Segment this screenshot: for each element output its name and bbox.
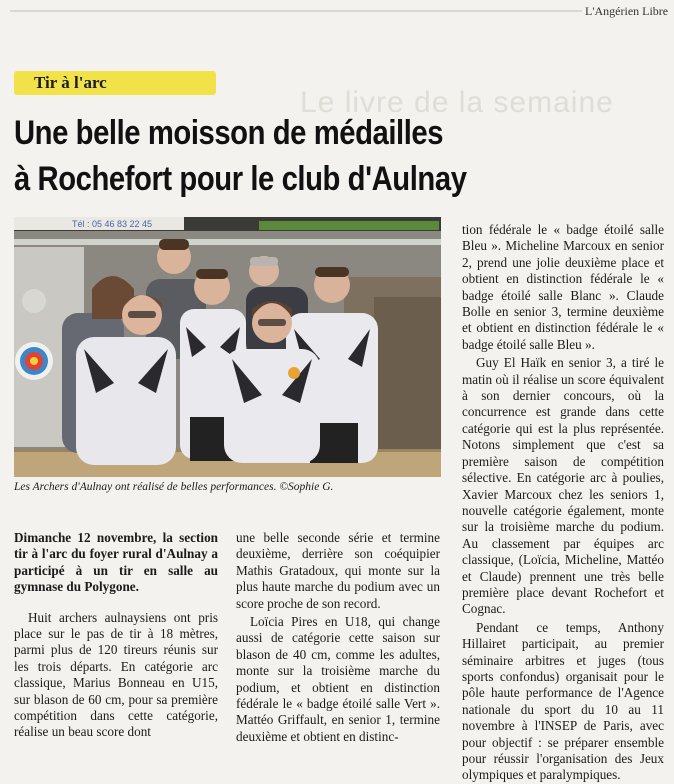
team-photo-drawing	[14, 217, 441, 477]
article-column-3	[462, 222, 664, 784]
headline-line-2: à Rochefort pour le club d'Aulnay	[14, 160, 467, 198]
article-column-2	[236, 530, 440, 745]
paragraph: Guy El Haïk en senior 3, a tiré le matin où il réalise un score équivalent à son dernier concours, où la concurrence est grande dans cette catégorie qui est la plus représentée. Notons simplement que c'est sa première saison de compétition sélective. En catégorie arc à poulies, Xavier Marcoux chez les seniors 1, nouvelle catégorie également, monte sur la troisième marche du podium. Au classement par équipes arc classique, (Loïcia, Micheline, Mattéo et Claude) prennent une très belle première place devant Rochefort et Cognac.	[462, 355, 664, 617]
headline-line-1: Une belle moisson de médailles	[14, 114, 444, 152]
top-rule	[10, 10, 582, 12]
paragraph: une belle seconde série et termine deuxième, derrière son coéquipier Mathis Gratadoux, qui monte sur la plus haute marche du podium avec un score proche de son record.	[236, 530, 440, 611]
paragraph: tion fédérale le « badge étoilé salle Bleu ». Micheline Marcoux en senior 2, prend une jolie deuxième place et obtient en distinction fédérale le « badge étoilé salle Blanc ». Claude Bolle en senior 3, termine deuxième et obtient en distinction fédérale le « badge étoilé salle Bleu ».	[462, 222, 664, 352]
team-photo	[14, 217, 441, 477]
photo-caption: Les Archers d'Aulnay ont réalisé de belles performances. ©Sophie G.	[14, 481, 334, 493]
banner-phone: Tél : 05 46 83 22 45	[72, 219, 153, 229]
article-column-1	[14, 530, 218, 741]
newspaper-name: L'Angérien Libre	[585, 4, 669, 18]
rubric-tag	[14, 71, 216, 95]
paragraph: Pendant ce temps, Anthony Hillairet participait, au premier séminaire arbitres et juges (tous sports confondus) organisait pour le pôle haute performance de l'Agence nationale du sport du 10 au 11 novembre à l'INSEP de Paris, avec pour objectif : se préparer ensemble pour réussir l'organisation des Jeux olympiques et paralympiques.	[462, 619, 664, 783]
rubric-label: Tir à l'arc	[34, 73, 107, 92]
article-lead: Dimanche 12 novembre, la section tir à l'arc du foyer rural d'Aulnay a participé à un tir en salle au gymnase du Polygone.	[14, 530, 218, 595]
background-headline: Le livre de la semaine	[300, 86, 614, 119]
paragraph: Loïcia Pires en U18, qui change aussi de catégorie cette saison sur blason de 40 cm, comme les adultes, monte sur la troisième marche du podium, et obtient en distinction fédérale le « badge étoilé salle Vert ». Mattéo Griffault, en senior 1, termine deuxième et obtient en distinc-	[236, 614, 440, 744]
paragraph: Huit archers aulnaysiens ont pris place sur le pas de tir à 18 mètres, parmi plus de 120 tireurs réunis sur les trois départs. En catégorie arc classique, Marius Bonneau en U15, sur blason de 60 cm, pour sa première compétition dans cette catégorie, réalise un beau score dont	[14, 609, 218, 740]
